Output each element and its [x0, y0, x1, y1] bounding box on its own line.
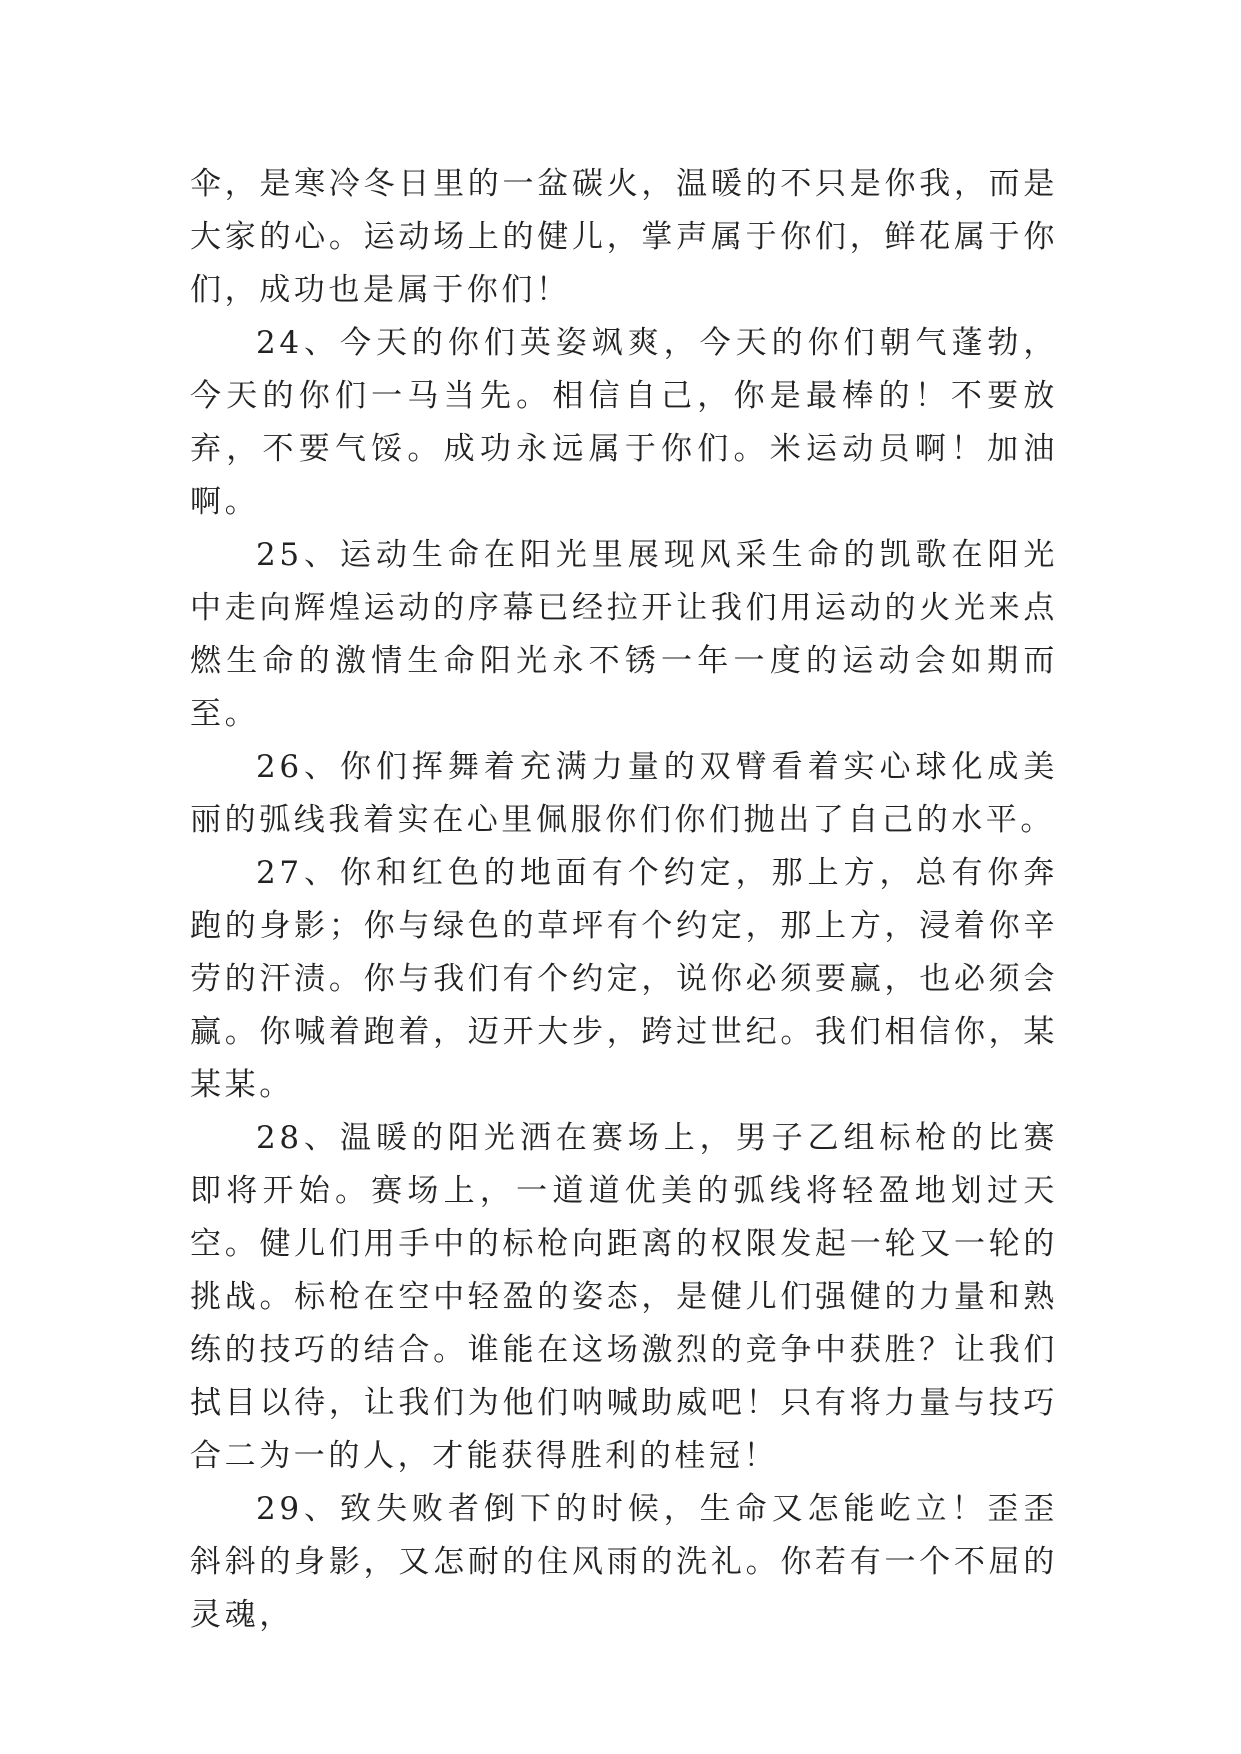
paragraph-25: 25、运动生命在阳光里展现风采生命的凯歌在阳光中走向辉煌运动的序幕已经拉开让我们用运动的火光来点燃生命的激情生命阳光永不锈一年一度的运动会如期而至。	[190, 537, 1058, 732]
paragraph-28: 28、温暖的阳光洒在赛场上，男子乙组标枪的比赛即将开始。赛场上，一道道优美的弧线将轻盈地划过天空。健儿们用手中的标枪向距离的权限发起一轮又一轮的挑战。标枪在空中轻盈的姿态，是健儿们强健的力量和熟练的技巧的结合。谁能在这场激烈的竞争中获胜？让我们拭目以待，让我们为他们呐喊助威吧！只有将力量与技巧合二为一的人，才能获得胜利的桂冠！	[190, 1120, 1058, 1474]
paragraph-27: 27、你和红色的地面有个约定，那上方，总有你奔跑的身影；你与绿色的草坪有个约定，那上方，浸着你辛劳的汗渍。你与我们有个约定，说你必须要赢，也必须会赢。你喊着跑着，迈开大步，跨过世纪。我们相信你，某某某。	[190, 855, 1058, 1103]
paragraph-29: 29、致失败者倒下的时候，生命又怎能屹立！歪歪斜斜的身影，又怎耐的住风雨的洗礼。你若有一个不屈的灵魂，	[190, 1491, 1058, 1633]
paragraph-continued: 伞，是寒冷冬日里的一盆碳火，温暖的不只是你我，而是大家的心。运动场上的健儿，掌声属于你们，鲜花属于你们，成功也是属于你们！	[190, 166, 1058, 308]
paragraph-24: 24、今天的你们英姿飒爽，今天的你们朝气蓬勃，今天的你们一马当先。相信自己，你是最棒的！不要放弃，不要气馁。成功永远属于你们。米运动员啊！加油啊。	[190, 325, 1058, 520]
paragraph-26: 26、你们挥舞着充满力量的双臂看着实心球化成美丽的弧线我着实在心里佩服你们你们抛出了自己的水平。	[190, 749, 1058, 838]
body-text	[190, 158, 1058, 1642]
